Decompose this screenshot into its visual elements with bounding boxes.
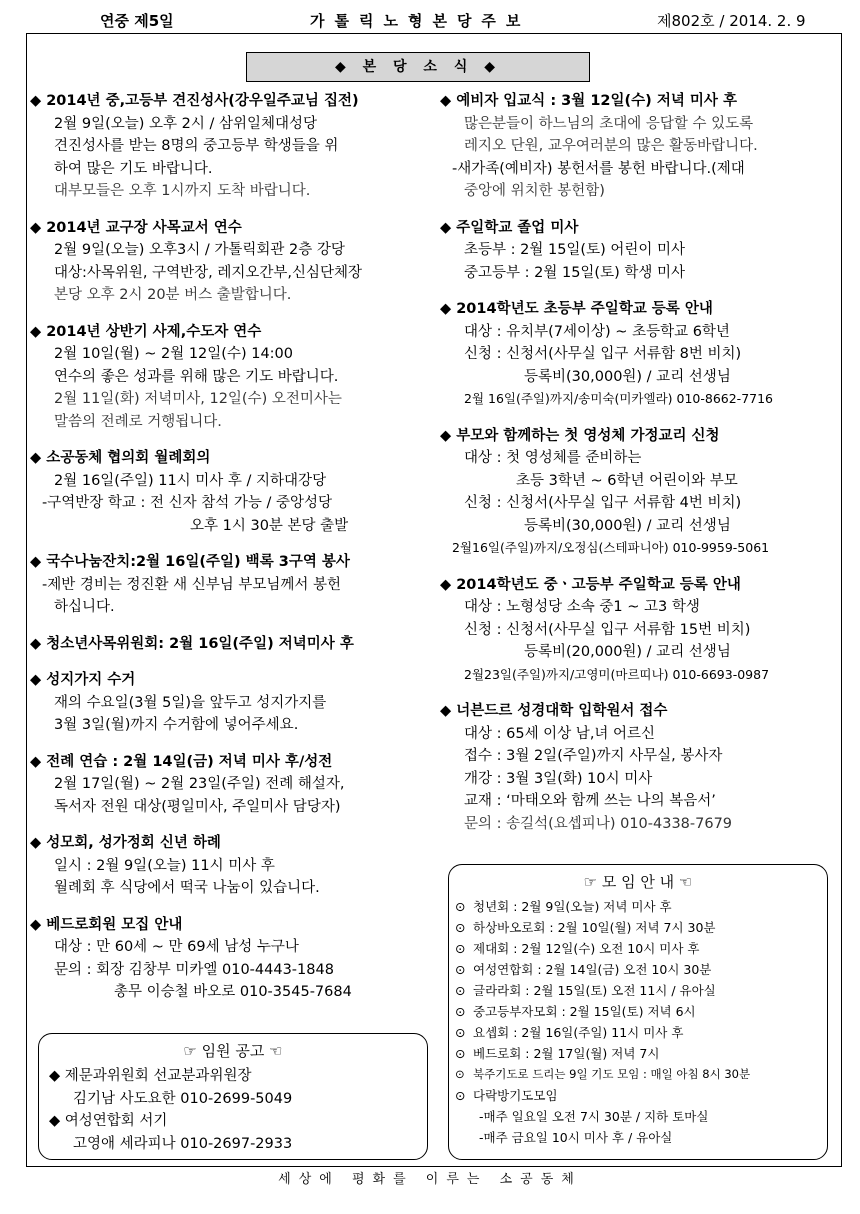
- notice-line: 재의 수요일(3월 5일)을 앞두고 성지가지를: [54, 694, 327, 711]
- notice-title: ◆ 소공동체 협의회 월례회의: [30, 450, 211, 466]
- notice-line: 문의 : 회장 김창부 미카엘 010-4443-1848: [54, 961, 334, 978]
- notice-line: 신청 : 신청서(사무실 입구 서류함 4번 비치): [464, 495, 742, 511]
- notice-noodle-feast: [30, 551, 435, 619]
- notice-title: ◆ 청소년사목위원회: 2월 16일(주일) 저녁미사 후: [30, 635, 354, 652]
- notice-line: 대상:사목위원, 구역반장, 레지오간부,신심단체장: [54, 264, 363, 281]
- notice-line: 대상 : 65세 이상 남,녀 어르신: [464, 725, 656, 742]
- meeting-guide-box: [448, 864, 828, 1160]
- circle-dot-icon: ⊙: [455, 1088, 466, 1103]
- notice-title: ◆ 성모회, 성가정회 신년 하례: [30, 835, 221, 851]
- notice-peter-recruit: [30, 914, 435, 1004]
- meeting-text: 북주기도로 드리는 9일 기도 모임 : 매일 아침 8시 30분: [473, 1067, 751, 1081]
- meeting-item: [449, 959, 827, 980]
- issue-week: 연중 제5일: [100, 12, 174, 30]
- notice-line: 초등부 : 2월 15일(토) 어린이 미사: [464, 242, 685, 258]
- notice-line: 접수 : 3월 2일(주일)까지 사무실, 봉사자: [464, 748, 723, 764]
- page-header: [0, 8, 860, 32]
- meeting-item: [449, 1022, 827, 1043]
- circle-dot-icon: ⊙: [455, 899, 466, 914]
- notice-title: ◆ 국수나눔잔치:2월 16일(주일) 백록 3구역 봉사: [30, 554, 350, 570]
- appointment-line: ◆ 제문과위원회 선교분과위원장: [49, 1068, 252, 1084]
- notice-liturgy-practice: [30, 751, 435, 819]
- notice-line: 2월 17일(월) ~ 2월 23일(주일) 전례 해설자,: [54, 776, 345, 792]
- notice-title: ◆ 2014년 중,고등부 견진성사(강우일주교님 집전): [30, 93, 359, 109]
- circle-dot-icon: ⊙: [455, 1046, 466, 1061]
- notice-line: 대상 : 첫 영성체를 준비하는: [464, 450, 642, 466]
- notice-youth-committee: [30, 633, 435, 656]
- circle-dot-icon: ⊙: [455, 962, 466, 977]
- appointment-line: ◆ 여성연합회 서기: [49, 1113, 168, 1129]
- notice-contact: 2월23일(주일)까지/고영미(마르띠나) 010-6693-0987: [464, 666, 770, 682]
- notice-first-communion: [440, 425, 835, 560]
- meeting-item: [449, 1085, 827, 1106]
- meeting-item: [449, 1001, 827, 1022]
- notice-line: 3월 3일(월)까지 수거함에 넣어주세요.: [54, 717, 299, 733]
- notice-title: ◆ 2014년 상반기 사제,수도자 연수: [30, 323, 262, 340]
- appointment-line: 고영애 세라피나 010-2697-2933: [73, 1135, 293, 1152]
- notice-line: -새가족(예비자) 봉헌서를 봉헌 바랍니다.(제대: [452, 160, 745, 177]
- meeting-item: [449, 938, 827, 959]
- notice-line: 중고등부 : 2월 15일(토) 학생 미사: [464, 264, 685, 281]
- circle-dot-icon: ⊙: [455, 941, 466, 956]
- notice-title: ◆ 2014년 교구장 사목교서 연수: [30, 219, 242, 236]
- notice-line: 레지오 단원, 교우여러분의 많은 활동바랍니다.: [464, 138, 758, 154]
- notice-line: 대상 : 유치부(7세이상) ~ 초등학교 6학년: [464, 323, 730, 340]
- notice-line: 2월 16일(주일) 11시 미사 후 / 지하대강당: [54, 472, 327, 489]
- meeting-item: [449, 980, 827, 1001]
- notice-clergy-training: [30, 321, 435, 434]
- meeting-item: [449, 917, 827, 938]
- notice-line: 2월 10일(월) ~ 2월 12일(수) 14:00: [54, 346, 294, 362]
- notice-palm-collection: [30, 669, 435, 737]
- notice-line: 대상 : 만 60세 ~ 만 69세 남성 누구나: [54, 939, 299, 955]
- notice-secondary-registration: [440, 574, 835, 687]
- appointment-notice-title: ☞ 임원 공고 ☜: [183, 1042, 283, 1060]
- appointment-line: 김기남 사도요한 010-2699-5049: [73, 1090, 293, 1107]
- left-column: [30, 90, 435, 1018]
- notice-title: ◆ 전례 연습 : 2월 14일(금) 저녁 미사 후/성전: [30, 753, 333, 770]
- notice-elementary-registration: [440, 298, 835, 411]
- appointment-notice-box: [38, 1033, 428, 1160]
- notice-line: 많은분들이 하느님의 초대에 응답할 수 있도록: [464, 115, 754, 132]
- meeting-item: [449, 1043, 827, 1064]
- circle-dot-icon: ⊙: [455, 1067, 465, 1081]
- notice-title: ◆ 성지가지 수거: [30, 672, 136, 688]
- notice-title: ◆ 부모와 함께하는 첫 영성체 가정교리 신청: [440, 427, 720, 444]
- notice-new-year-greeting: [30, 832, 435, 900]
- notice-line: -구역반장 학교 : 전 신자 참석 가능 / 중앙성당: [42, 495, 332, 511]
- notice-line: 본당 오후 2시 20분 버스 출발합니다.: [54, 287, 292, 303]
- notice-title: ◆ 베드로회원 모집 안내: [30, 916, 183, 933]
- meeting-text: 다락방기도모임: [473, 1088, 558, 1103]
- notice-line: 초등 3학년 ~ 6학년 어린이와 부모: [516, 472, 738, 489]
- notice-line: 문의 : 송길석(요셉피나) 010-4338-7679: [464, 815, 733, 832]
- notice-title: ◆ 2014학년도 중ㆍ고등부 주일학교 등록 안내: [440, 576, 741, 593]
- notice-title: ◆ 예비자 입교식 : 3월 12일(수) 저녁 미사 후: [440, 93, 737, 109]
- meeting-text: 중고등부자모회 : 2월 15일(토) 저녁 6시: [473, 1004, 696, 1019]
- meeting-subitem: -매주 일요일 오전 7시 30분 / 지하 토마실: [479, 1109, 709, 1124]
- notice-title: ◆ 주일학교 졸업 미사: [440, 219, 579, 236]
- notice-line: 2월 9일(오늘) 오후 2시 / 삼위일체대성당: [54, 115, 318, 132]
- notice-title: ◆ 2014학년도 초등부 주일학교 등록 안내: [440, 301, 713, 317]
- footer-slogan: 세상에 평화를 이루는 소공동체: [278, 1172, 582, 1187]
- meeting-text: 글라라회 : 2월 15일(토) 오전 11시 / 유아실: [473, 983, 716, 998]
- issue-number-date: 제802호 / 2014. 2. 9: [657, 12, 806, 30]
- notice-contact: 2월16일(주일)까지/오정심(스테파니아) 010-9959-5061: [452, 540, 770, 555]
- notice-line: -제반 경비는 정진환 새 신부님 부모님께서 봉헌: [42, 576, 342, 593]
- meeting-text: 베드로회 : 2월 17일(월) 저녁 7시: [473, 1046, 660, 1061]
- notice-line: 대부모들은 오후 1시까지 도착 바랍니다.: [54, 183, 311, 199]
- notice-line: 연수의 좋은 성과를 위해 많은 기도 바랍니다.: [54, 368, 339, 385]
- meeting-text: 청년회 : 2월 9일(오늘) 저녁 미사 후: [473, 899, 672, 914]
- meeting-text: 여성연합회 : 2월 14일(금) 오전 10시 30분: [473, 962, 712, 977]
- notice-pastoral-training: [30, 217, 435, 307]
- notice-contact: 2월 16일(주일)까지/송미숙(미카엘라) 010-8662-7716: [464, 391, 774, 406]
- notice-sunday-school-graduation: [440, 217, 835, 285]
- circle-dot-icon: ⊙: [455, 1025, 466, 1040]
- notice-line: 독서자 전원 대상(평일미사, 주일미사 담당자): [54, 798, 341, 815]
- notice-confirmation: [30, 90, 435, 203]
- notice-line: 대상 : 노형성당 소속 중1 ~ 고3 학생: [464, 599, 700, 615]
- right-column: [440, 90, 835, 849]
- meeting-item: [449, 1064, 827, 1085]
- meeting-text: 하상바오로회 : 2월 10일(월) 저녁 7시 30분: [473, 920, 716, 935]
- meeting-text: 제대회 : 2월 12일(수) 오전 10시 미사 후: [473, 941, 700, 956]
- notice-line: 2월 11일(화) 저녁미사, 12일(수) 오전미사는: [54, 391, 342, 407]
- notice-line: 등록비(20,000원) / 교리 선생님: [524, 644, 731, 660]
- notice-line: 개강 : 3월 3일(화) 10시 미사: [464, 770, 653, 787]
- notice-line: 교재 : ‘마태오와 함께 쓰는 나의 복음서’: [464, 793, 716, 809]
- notice-line: 하여 많은 기도 바랍니다.: [54, 160, 213, 177]
- notice-line: 하십니다.: [54, 599, 115, 615]
- notice-line: 견진성사를 받는 8명의 중고등부 학생들을 위: [54, 138, 339, 154]
- circle-dot-icon: ⊙: [455, 1004, 466, 1019]
- notice-line: 등록비(30,000원) / 교리 선생님: [524, 517, 731, 534]
- notice-community-meeting: [30, 447, 435, 537]
- meeting-guide-title: ☞ 모 임 안 내 ☜: [583, 873, 693, 891]
- notice-line: 말씀의 전례로 거행됩니다.: [54, 413, 222, 430]
- notice-line: 등록비(30,000원) / 교리 선생님: [524, 368, 731, 385]
- bulletin-title: 가톨릭노형본당주보: [310, 12, 531, 30]
- notice-line: 총무 이승철 바오로 010-3545-7684: [114, 984, 352, 1000]
- notice-bible-college: [440, 700, 835, 835]
- notice-line: 신청 : 신청서(사무실 입구 서류함 15번 비치): [464, 621, 751, 638]
- notice-line: 신청 : 신청서(사무실 입구 서류함 8번 비치): [464, 346, 742, 362]
- notice-line: 오후 1시 30분 본당 출발: [190, 517, 349, 534]
- section-banner: ◆ 본 당 소 식 ◆: [246, 52, 590, 82]
- meeting-text: 요셉회 : 2월 16일(주일) 11시 미사 후: [473, 1025, 684, 1040]
- notice-line: 중앙에 위치한 봉헌함): [464, 183, 605, 199]
- notice-line: 2월 9일(오늘) 오후3시 / 가톨릭회관 2층 강당: [54, 242, 345, 258]
- notice-catechumen-entry: [440, 90, 835, 203]
- notice-line: 월례회 후 식당에서 떡국 나눔이 있습니다.: [54, 880, 320, 896]
- circle-dot-icon: ⊙: [455, 920, 466, 935]
- notice-title: ◆ 너븐드르 성경대학 입학원서 접수: [440, 703, 668, 719]
- meeting-subitem: -매주 금요일 10시 미사 후 / 유아실: [479, 1130, 673, 1145]
- notice-line: 일시 : 2월 9일(오늘) 11시 미사 후: [54, 857, 275, 874]
- circle-dot-icon: ⊙: [455, 983, 466, 998]
- meeting-item: [449, 896, 827, 917]
